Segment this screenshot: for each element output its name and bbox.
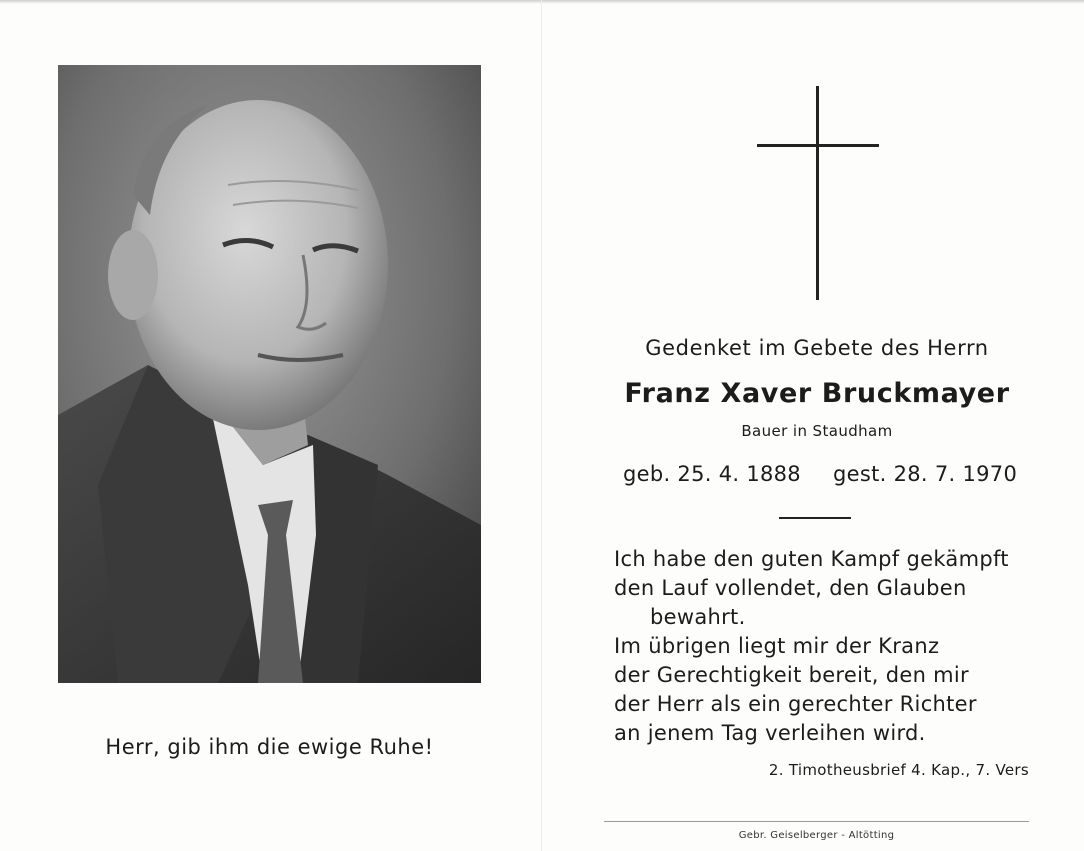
verse-line: der Herr als ein gerechter Richter — [614, 692, 977, 716]
card-top-edge — [0, 0, 1084, 4]
bible-verse — [614, 545, 1009, 748]
verse-line: Im übrigen liegt mir der Kranz — [614, 634, 940, 658]
death-date: gest. 28. 7. 1970 — [833, 462, 1018, 486]
deceased-name: Franz Xaver Bruckmayer — [624, 378, 1010, 409]
verse-line: Ich habe den guten Kampf gekämpft — [614, 547, 1009, 571]
portrait-illustration — [58, 65, 481, 683]
verse-line: an jenem Tag verleihen wird. — [614, 721, 926, 745]
printer-imprint: Gebr. Geiselberger - Altötting — [738, 830, 895, 841]
cross-icon — [757, 86, 879, 300]
bottom-rule — [604, 821, 1029, 822]
deceased-occupation: Bauer in Staudham — [741, 422, 893, 440]
verse-line: bewahrt. — [650, 605, 746, 629]
card-fold — [541, 0, 542, 851]
remembrance-intro: Gedenket im Gebete des Herrn — [645, 336, 989, 360]
portrait-photo — [58, 65, 481, 683]
verse-line: der Gerechtigkeit bereit, den mir — [614, 663, 969, 687]
birth-date: geb. 25. 4. 1888 — [623, 462, 801, 486]
prayer-caption: Herr, gib ihm die ewige Ruhe! — [105, 735, 434, 759]
verse-reference: 2. Timotheusbrief 4. Kap., 7. Vers — [768, 761, 1029, 779]
divider-line — [779, 517, 851, 519]
verse-line: den Lauf vollendet, den Glauben — [614, 576, 967, 600]
